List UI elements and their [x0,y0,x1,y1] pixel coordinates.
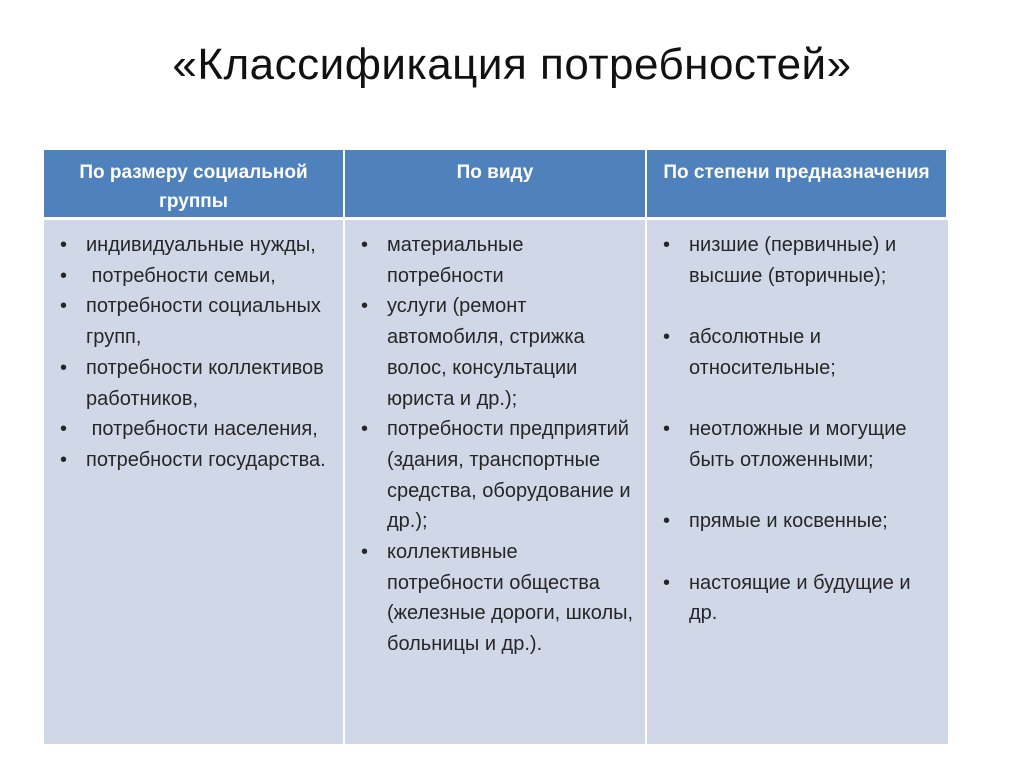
bullet-icon: • [60,418,68,441]
list-item-text: потребности населения, [86,418,318,441]
list-item [657,230,938,291]
list-item [54,291,333,352]
list-item-text: потребности социальных групп, [86,295,321,349]
bullet-icon: • [361,234,369,256]
bullet-list [54,230,333,476]
bullet-icon: • [60,295,68,318]
bullet-icon: • [60,234,68,256]
column-header-social-group: По размеру социальной группы [44,150,345,220]
list-item [54,353,333,414]
list-item [355,537,635,660]
bullet-icon: • [361,541,369,564]
list-item-text: прямые и косвенные; [689,510,888,533]
list-item [54,230,333,261]
column-header-type: По виду [345,150,647,220]
bullet-icon: • [663,234,671,256]
list-item-text: потребности семьи, [86,264,276,287]
list-item-text: абсолютные и относительные; [689,326,836,379]
list-item-text: низшие (первичные) и высшие (вторичные); [689,234,897,287]
list-item-text: индивидуальные нужды, [86,234,316,256]
bullet-icon: • [663,571,671,594]
column-body-purpose [647,220,948,744]
list-item [355,230,635,291]
list-item [657,568,938,629]
column-body-type [345,220,647,744]
list-item-text: потребности государства. [86,448,326,471]
bullet-icon: • [60,264,68,287]
bullet-icon: • [663,418,671,441]
list-item [657,506,938,537]
list-item [657,414,938,475]
bullet-icon: • [663,326,671,349]
page-title: «Классификация потребностей» [172,40,852,89]
column-header-purpose: По степени предназначения [647,150,948,220]
bullet-icon: • [60,356,68,379]
bullet-icon: • [361,295,369,318]
list-item [54,445,333,476]
bullet-list [355,230,635,660]
list-item-text: материальные потребности [387,234,524,287]
list-item-text: коллективные потребности общества (железные дороги, школы, больницы и др.). [387,541,634,656]
list-item [657,322,938,383]
column-body-social-group [44,220,345,744]
list-item [54,261,333,292]
list-item-text: потребности предприятий (здания, транспортные средства, оборудование и др.); [387,418,631,533]
bullet-list [657,230,938,629]
list-item [355,291,635,414]
list-item-text: настоящие и будущие и др. [689,571,911,625]
list-item [355,414,635,537]
list-item-text: потребности коллективов работников, [86,356,324,410]
list-item-text: неотложные и могущие быть отложенными; [689,418,907,471]
list-item-text: услуги (ремонт автомобиля, стрижка волос, консультации юриста и др.); [387,295,585,410]
bullet-icon: • [60,448,68,471]
classification-table [44,150,948,744]
list-item [54,414,333,445]
bullet-icon: • [663,510,671,533]
bullet-icon: • [361,418,369,441]
